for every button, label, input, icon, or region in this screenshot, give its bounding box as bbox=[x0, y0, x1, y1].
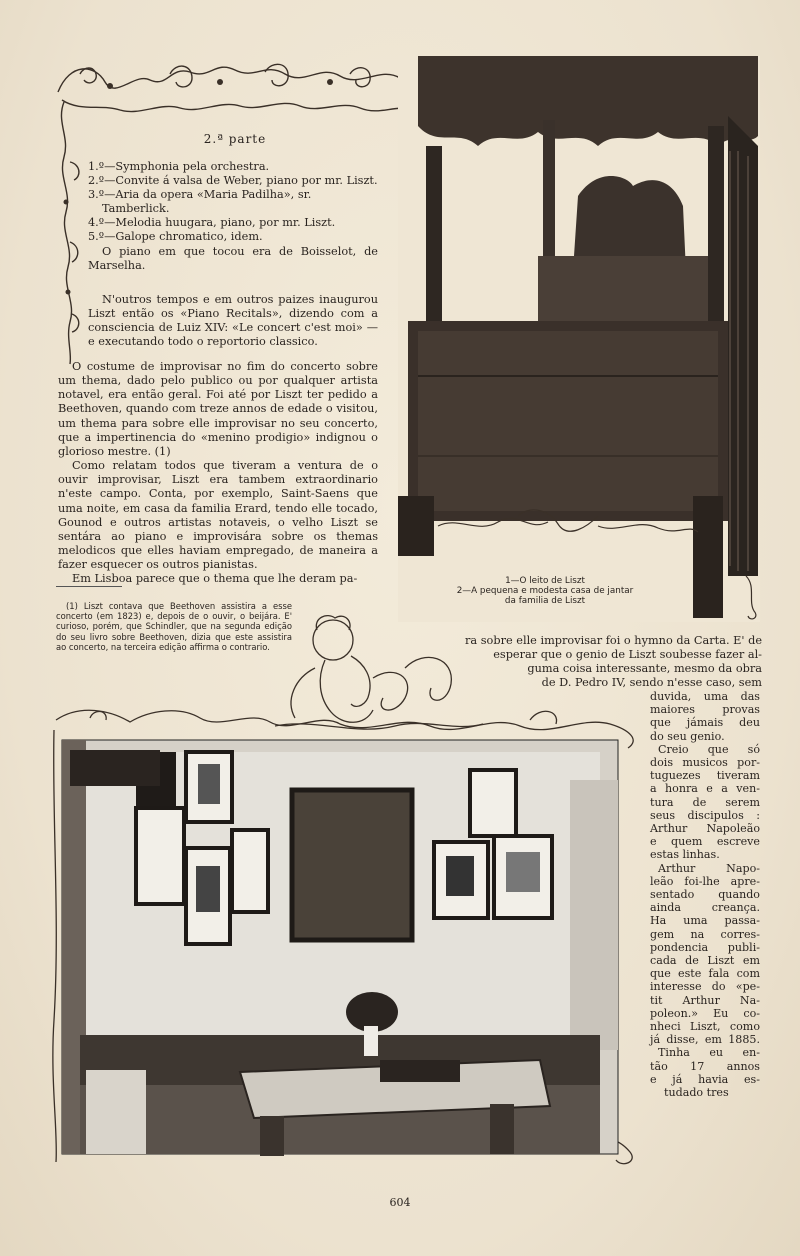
narrow-line: tit Arthur Na- bbox=[650, 993, 760, 1007]
narrow-line: seus discipulos : bbox=[650, 808, 760, 822]
continuation-line: de D. Pedro IV, sendo n'esse caso, sem bbox=[541, 676, 762, 690]
program-item: 3.º—Aria da opera «Maria Padilha», sr. Tamberlick. bbox=[88, 188, 312, 216]
photo-liszt-bed bbox=[398, 56, 760, 622]
continuation-text bbox=[392, 634, 762, 690]
narrow-line: tão 17 annos bbox=[650, 1059, 760, 1073]
narrow-line: ainda creança. bbox=[650, 901, 760, 915]
main-text-block bbox=[58, 360, 378, 587]
footnote-text: (1) Liszt contava que Beethoven assistira a esse concerto (em 1823) e, depois de o ouvir, o beijára. E' curioso, porém, que Schindler, que na segunda edição do seu livro sobre Beethoven, dizia que este assistira ao concerto, na terceira edição affirma o contrario. bbox=[56, 601, 292, 652]
narrow-line: e já havia es- bbox=[650, 1072, 760, 1086]
continuation-line: guma coisa interessante, mesmo da obra bbox=[527, 662, 762, 676]
photo-captions bbox=[410, 576, 680, 607]
page-number: 604 bbox=[389, 1196, 411, 1209]
narrow-line: Arthur Napo- bbox=[658, 861, 760, 875]
narrow-line: tura de serem bbox=[650, 795, 760, 809]
program-item: 5.º—Galope chromatico, idem. bbox=[88, 230, 263, 244]
caption-bed: 1—O leito de Liszt bbox=[505, 576, 585, 586]
narrow-line: Creio que só bbox=[658, 742, 760, 756]
narrow-line: gem na corres- bbox=[650, 927, 760, 941]
concert-program bbox=[88, 160, 378, 273]
narrow-line: interesse do «pe- bbox=[650, 980, 760, 994]
paragraph-piano: O piano em que tocou era de Boisselot, de Marselha. bbox=[88, 244, 378, 272]
narrow-line: maiores provas bbox=[650, 703, 760, 717]
narrow-column bbox=[650, 690, 760, 1099]
narrow-line: dois musicos por- bbox=[650, 756, 760, 770]
narrow-line: estas linhas. bbox=[650, 848, 720, 862]
paragraph-recitals-block bbox=[88, 293, 378, 350]
program-item: 4.º—Melodia huugara, piano, por mr. Liszt. bbox=[88, 216, 336, 230]
narrow-line: cada de Liszt em bbox=[650, 954, 760, 968]
photo-dining-room bbox=[50, 700, 646, 1170]
narrow-line: poleon.» Eu co- bbox=[650, 1006, 760, 1020]
narrow-line: nheci Liszt, como bbox=[650, 1020, 760, 1034]
narrow-line: sentado quando bbox=[650, 888, 760, 902]
narrow-line: Ha uma passa- bbox=[650, 914, 760, 928]
narrow-line: Arthur Napoleão bbox=[650, 822, 760, 836]
continuation-line: esperar que o genio de Liszt soubesse fazer al- bbox=[493, 648, 762, 662]
continuation-line: ra sobre elle improvisar foi o hymno da Carta. E' de bbox=[465, 634, 762, 647]
narrow-line: pondencia publi- bbox=[650, 940, 760, 954]
program-item: 1.º—Symphonia pela orchestra. bbox=[88, 160, 270, 173]
caption-dining-room: 2—A pequena e modesta casa de jantar bbox=[456, 586, 634, 597]
paragraph-relatam: Como relatam todos que tiveram a ventura de o ouvir improvisar, Liszt era tambem extraordinario n'este campo. Conta, por exemplo, Saint-Saens que uma noite, em casa da familia Erard, tendo elle tocado, Gounod e outros artistas notaveis, o velho Liszt se sentára ao piano e improvisára sobre os themas melodicos que elles haviam empregado, de maneira a fazer esquecer os outros pianistas. bbox=[58, 459, 378, 572]
narrow-line: tudado tres bbox=[664, 1086, 729, 1100]
narrow-line: do seu genio. bbox=[650, 729, 725, 743]
paragraph-recitals: N'outros tempos e em outros paizes inaugurou Liszt então os «Piano Recitals», dizendo com a consciencia de Luiz XIV: «Le concert c'est moi» — e executando todo o reportorio classico. bbox=[88, 293, 378, 349]
section-heading: 2.ª parte bbox=[203, 132, 267, 146]
narrow-line: já disse, em 1885. bbox=[650, 1033, 760, 1047]
narrow-line: tuguezes tiveram bbox=[650, 769, 760, 783]
narrow-line: a honra e a ven- bbox=[650, 782, 760, 796]
narrow-line: duvida, uma das bbox=[650, 690, 760, 703]
footnote-rule bbox=[56, 586, 122, 587]
program-item: 2.º—Convite á valsa de Weber, piano por mr. Liszt. bbox=[88, 174, 378, 188]
narrow-line: que jámais deu bbox=[650, 716, 760, 730]
paragraph-improvisar: O costume de improvisar no fim do concerto sobre um thema, dado pelo publico ou por qualquer artista notavel, era então geral. Foi até por Liszt ter pedido a Beethoven, quando com treze annos de edade o visitou, um thema para sobre elle improvisar no seu concerto, que a impertinencia do «menino prodigio» indignou o glorioso mestre. (1) bbox=[58, 360, 378, 458]
narrow-line: que este fala com bbox=[650, 967, 760, 981]
narrow-line: Tinha eu en- bbox=[658, 1046, 760, 1060]
narrow-line: e quem escreve bbox=[650, 835, 760, 849]
narrow-line: leão foi-lhe apre- bbox=[650, 874, 760, 888]
caption-dining-room-cont: da familia de Liszt bbox=[504, 596, 586, 607]
paragraph-lisboa-start: Em Lisboa parece que o thema que lhe deram pa- bbox=[72, 572, 358, 586]
